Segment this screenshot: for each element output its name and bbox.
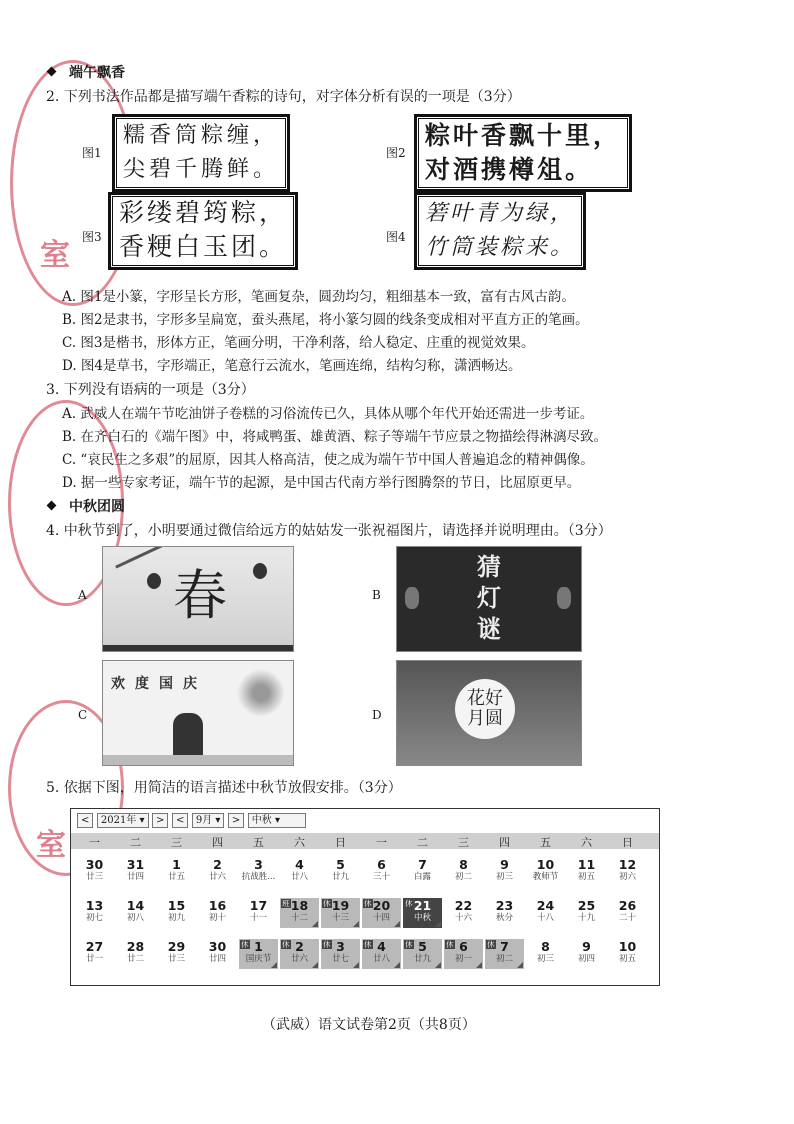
figure-label-1: 图1 (82, 146, 102, 160)
calendar-day-cell[interactable] (567, 939, 606, 969)
lunar-date: 十二 (290, 913, 308, 923)
calendar-day-cell[interactable] (116, 857, 155, 887)
lunar-date: 廿三 (85, 872, 103, 882)
day-number: 1 (254, 939, 263, 954)
calendar-day-cell[interactable] (362, 898, 401, 928)
lantern-icon (405, 587, 419, 609)
day-number: 3 (336, 939, 345, 954)
calendar-day-cell[interactable] (321, 857, 360, 887)
day-number: 3 (254, 857, 263, 872)
q2-option-b: B. 图2是隶书，字形多呈扁宽，蚕头燕尾，将小篆匀圆的线条变成相对平直方正的笔画。 (62, 312, 589, 328)
weekday-label: 五 (253, 836, 264, 849)
diamond-bullet-icon (47, 66, 57, 76)
lunar-date: 初九 (167, 913, 185, 923)
day-number: 9 (582, 939, 591, 954)
calendar-day-cell[interactable] (239, 939, 278, 969)
holiday-tag: 休 (487, 940, 495, 949)
calendar-day-cell[interactable] (403, 898, 442, 928)
card-c-ground (103, 755, 293, 765)
elderly-couple-figure (173, 713, 203, 759)
holiday-tag: 休 (323, 899, 331, 908)
weekday-label: 五 (540, 836, 551, 849)
question-4-stem: 4. 中秋节到了，小明要通过微信给远方的姑姑发一张祝福图片，请选择并说明理由。（3分） (46, 523, 612, 539)
calendar-day-cell[interactable] (280, 898, 319, 928)
calendar-day-cell[interactable] (321, 898, 360, 928)
lunar-date: 廿一 (85, 954, 103, 964)
page-footer: （武威）语文试卷第2页（共8页） (262, 1017, 476, 1033)
lunar-date: 初四 (577, 954, 595, 964)
day-number: 14 (126, 898, 145, 913)
day-number: 8 (459, 857, 468, 872)
weekday-label: 二 (417, 836, 428, 849)
calendar-day-cell[interactable] (239, 898, 278, 928)
lunar-date: 十八 (536, 913, 554, 923)
day-number: 15 (167, 898, 186, 913)
lunar-date: 初二 (495, 954, 513, 964)
holiday-tag: 休 (282, 940, 290, 949)
lunar-date: 国庆节 (245, 954, 272, 964)
calendar-day-cell[interactable] (157, 939, 196, 969)
figure-label-4: 图4 (386, 230, 406, 244)
flower-decoration (233, 665, 289, 721)
weekday-label: 一 (376, 836, 387, 849)
lunar-date: 廿八 (372, 954, 390, 964)
weekday-label: 三 (458, 836, 469, 849)
calendar-day-cell[interactable] (116, 898, 155, 928)
lunar-date: 初二 (454, 872, 472, 882)
calligraphy-figure-4 (414, 192, 586, 270)
diamond-bullet-icon (47, 500, 57, 510)
next-month-button[interactable]: > (228, 813, 244, 828)
section-title: 中秋团圆 (69, 499, 125, 515)
lunar-date: 廿五 (167, 872, 185, 882)
lunar-date: 十三 (331, 913, 349, 923)
calendar-day-cell[interactable] (280, 939, 319, 969)
day-number: 20 (372, 898, 391, 913)
lunar-date: 廿四 (208, 954, 226, 964)
day-number: 24 (536, 898, 555, 913)
calendar-day-cell[interactable] (526, 898, 565, 928)
month-value: 9月 (195, 815, 213, 826)
calendar-day-cell[interactable] (362, 857, 401, 887)
lunar-date: 廿六 (290, 954, 308, 964)
calendar-day-cell[interactable] (485, 857, 524, 887)
calendar-day-cell[interactable] (157, 898, 196, 928)
lunar-date: 廿二 (126, 954, 144, 964)
calendar-day-cell[interactable] (608, 898, 647, 928)
holiday-value: 中秋 (251, 815, 272, 826)
day-number: 5 (336, 857, 345, 872)
figure-3-line-2: 香粳白玉团。 (119, 234, 288, 261)
card-label-d: D (372, 708, 382, 722)
lunar-date: 初八 (126, 913, 144, 923)
calendar-day-cell[interactable] (75, 857, 114, 887)
calendar-day-cell[interactable] (526, 857, 565, 887)
holiday-tag: 休 (241, 940, 249, 949)
day-number: 27 (85, 939, 104, 954)
day-number: 5 (418, 939, 427, 954)
lantern-icon (253, 563, 267, 579)
calendar-day-cell[interactable] (198, 939, 237, 969)
figure-label-2: 图2 (386, 146, 406, 160)
holiday-tag: 休 (405, 899, 413, 908)
lunar-date: 廿九 (331, 872, 349, 882)
greeting-card-a[interactable] (102, 546, 294, 652)
day-number: 1 (172, 857, 181, 872)
day-number: 16 (208, 898, 227, 913)
figure-4-line-2: 竹筒装粽来。 (425, 235, 576, 260)
greeting-card-c[interactable] (102, 660, 294, 766)
day-number: 30 (85, 857, 104, 872)
weekday-label: 日 (335, 836, 346, 849)
lunar-date: 十一 (249, 913, 267, 923)
calendar-day-cell[interactable] (403, 939, 442, 969)
holiday-tag: 休 (323, 940, 331, 949)
figure-2-line-2: 对酒携樽俎。 (425, 155, 594, 184)
card-label-b: B (372, 588, 381, 602)
day-number: 19 (331, 898, 350, 913)
lunar-date: 廿四 (126, 872, 144, 882)
lunar-date: 十九 (577, 913, 595, 923)
day-number: 31 (126, 857, 145, 872)
weekday-label: 三 (171, 836, 182, 849)
weekday-label: 二 (130, 836, 141, 849)
lunar-date: 廿七 (331, 954, 349, 964)
lunar-date: 初十 (208, 913, 226, 923)
q3-option-d: D. 据一些专家考证，端午节的起源，是中国古代南方举行图腾祭的节日，比屈原更早。 (62, 475, 581, 491)
section-heading-zhongqiu (48, 498, 125, 516)
calendar-day-cell[interactable] (75, 898, 114, 928)
lunar-date: 初三 (495, 872, 513, 882)
figure-3-line-1: 彩缕碧筠粽， (119, 200, 288, 227)
day-number: 18 (290, 898, 309, 913)
day-number: 13 (85, 898, 104, 913)
lunar-date: 初五 (618, 954, 636, 964)
day-number: 7 (500, 939, 509, 954)
stamp-char-top: 室 (40, 238, 70, 273)
lunar-date: 初三 (536, 954, 554, 964)
lunar-date: 十四 (372, 913, 390, 923)
day-number: 30 (208, 939, 227, 954)
day-number: 7 (418, 857, 427, 872)
lunar-date: 初一 (454, 954, 472, 964)
holiday-tag: 休 (446, 940, 454, 949)
prev-month-button[interactable]: < (172, 813, 188, 828)
calendar-day-cell[interactable] (75, 939, 114, 969)
calendar-day-cell[interactable] (526, 939, 565, 969)
month-select[interactable]: 9月 ▾ (192, 813, 225, 828)
calendar-day-cell[interactable] (198, 898, 237, 928)
lunar-date: 教师节 (532, 872, 559, 882)
day-number: 22 (454, 898, 473, 913)
weekday-label: 日 (622, 836, 633, 849)
day-number: 28 (126, 939, 145, 954)
q2-option-a: A. 图1是小篆，字形呈长方形，笔画复杂，圆劲均匀，粗细基本一致，富有古风古韵。 (62, 289, 575, 305)
day-number: 10 (536, 857, 555, 872)
day-number: 4 (377, 939, 386, 954)
figure-2-line-1: 粽叶香飘十里， (425, 121, 622, 150)
day-number: 4 (295, 857, 304, 872)
day-number: 23 (495, 898, 514, 913)
calendar-day-cell[interactable] (198, 857, 237, 887)
question-3-stem: 3. 下列没有语病的一项是（3分） (46, 382, 255, 398)
calendar-day-cell[interactable] (157, 857, 196, 887)
lunar-date: 白露 (413, 872, 431, 882)
lunar-date: 初七 (85, 913, 103, 923)
lantern-icon (557, 587, 571, 609)
calendar-day-cell[interactable] (485, 898, 524, 928)
lunar-date: 初五 (577, 872, 595, 882)
weekday-label: 一 (89, 836, 100, 849)
stamp-char-bottom: 室 (36, 828, 66, 863)
calligraphy-figure-1 (112, 114, 290, 192)
card-label-a: A (78, 588, 87, 602)
holiday-select[interactable]: 中秋 ▾ (248, 813, 306, 828)
holiday-tag: 休 (364, 899, 372, 908)
card-a-title: 春 (173, 564, 227, 627)
lunar-date: 初六 (618, 872, 636, 882)
day-number: 6 (377, 857, 386, 872)
weekday-label: 四 (212, 836, 223, 849)
lunar-date: 三十 (372, 872, 390, 882)
calendar-day-cell[interactable] (485, 939, 524, 969)
card-a-ground (103, 645, 293, 651)
calendar-day-cell[interactable] (116, 939, 155, 969)
q3-option-a: A. 武威人在端午节吃油饼子卷糕的习俗流传已久，具体从哪个年代开始还需进一步考证。 (62, 406, 594, 422)
weekday-label: 六 (294, 836, 305, 849)
holiday-tag: 休 (405, 940, 413, 949)
day-number: 2 (213, 857, 222, 872)
day-number: 6 (459, 939, 468, 954)
card-b-title: 猜灯谜 (477, 552, 501, 643)
greeting-card-b[interactable] (396, 546, 582, 652)
prev-year-button[interactable]: < (77, 813, 93, 828)
day-number: 26 (618, 898, 637, 913)
day-number: 9 (500, 857, 509, 872)
calendar-day-cell[interactable] (567, 857, 606, 887)
lunar-date: 廿九 (413, 954, 431, 964)
next-year-button[interactable]: > (152, 813, 168, 828)
lunar-date: 廿八 (290, 872, 308, 882)
day-number: 10 (618, 939, 637, 954)
calendar-day-cell[interactable] (444, 939, 483, 969)
figure-label-3: 图3 (82, 230, 102, 244)
lunar-date: 廿六 (208, 872, 226, 882)
day-number: 11 (577, 857, 596, 872)
lunar-date: 二十 (618, 913, 636, 923)
day-number: 8 (541, 939, 550, 954)
calendar-toolbar (77, 813, 306, 828)
lunar-date: 抗战胜... (241, 872, 276, 882)
q2-option-d: D. 图4是草书，字形端正，笔意行云流水，笔画连绵，结构匀称，潇洒畅达。 (62, 358, 522, 374)
weekday-label: 四 (499, 836, 510, 849)
year-value: 2021年 (100, 815, 137, 826)
lunar-date: 秋分 (495, 913, 513, 923)
card-c-title: 欢度国庆 (111, 676, 207, 692)
figure-4-line-1: 箬叶青为绿， (425, 201, 576, 226)
calligraphy-figure-3 (108, 192, 298, 270)
holiday-tag: 休 (364, 940, 372, 949)
section-heading-duanwu (48, 64, 125, 82)
q3-option-b: B. 在齐白石的《端午图》中，将咸鸭蛋、雄黄酒、粽子等端午节应景之物描绘得淋漓尽致。 (62, 429, 608, 445)
calendar-day-cell[interactable] (567, 898, 606, 928)
lunar-date: 十六 (454, 913, 472, 923)
day-number: 2 (295, 939, 304, 954)
day-number: 25 (577, 898, 596, 913)
day-number: 29 (167, 939, 186, 954)
lunar-date: 廿三 (167, 954, 185, 964)
section-title: 端午飘香 (69, 65, 125, 81)
weekday-label: 六 (581, 836, 592, 849)
question-5-stem: 5. 依据下图，用简洁的语言描述中秋节放假安排。（3分） (46, 780, 402, 796)
calendar-day-cell[interactable] (280, 857, 319, 887)
calendar-day-cell[interactable] (608, 857, 647, 887)
figure-1-line-2: 尖碧千腾鲜。 (123, 157, 280, 182)
greeting-card-d[interactable] (396, 660, 582, 766)
calligraphy-figure-2 (414, 114, 632, 192)
holiday-tag: 班 (282, 899, 290, 908)
holiday-calendar (70, 808, 660, 986)
card-label-c: C (78, 708, 88, 722)
q2-option-c: C. 图3是楷书，形体方正，笔画分明，干净利落，给人稳定、庄重的视觉效果。 (62, 335, 535, 351)
calendar-day-cell[interactable] (608, 939, 647, 969)
calendar-day-cell[interactable] (403, 857, 442, 887)
year-select[interactable]: 2021年 ▾ (97, 813, 149, 828)
branch-decoration (115, 546, 171, 569)
calendar-day-cell[interactable] (362, 939, 401, 969)
calendar-day-cell[interactable] (239, 857, 278, 887)
calendar-day-cell[interactable] (444, 898, 483, 928)
figure-1-line-1: 糯香筒粽缠， (123, 123, 280, 148)
calendar-day-cell[interactable] (444, 857, 483, 887)
lunar-date: 中秋 (413, 913, 431, 923)
question-2-stem: 2. 下列书法作品都是描写端午香粽的诗句，对字体分析有误的一项是（3分） (46, 89, 521, 105)
calendar-day-cell[interactable] (321, 939, 360, 969)
day-number: 12 (618, 857, 637, 872)
lantern-icon (147, 573, 161, 589)
day-number: 21 (413, 898, 432, 913)
q3-option-c: C. “哀民生之多艰”的屈原，因其人格高洁，使之成为端午节中国人普遍追念的精神偶像。 (62, 452, 594, 468)
card-d-title: 花好月圆 (467, 688, 503, 729)
day-number: 17 (249, 898, 268, 913)
